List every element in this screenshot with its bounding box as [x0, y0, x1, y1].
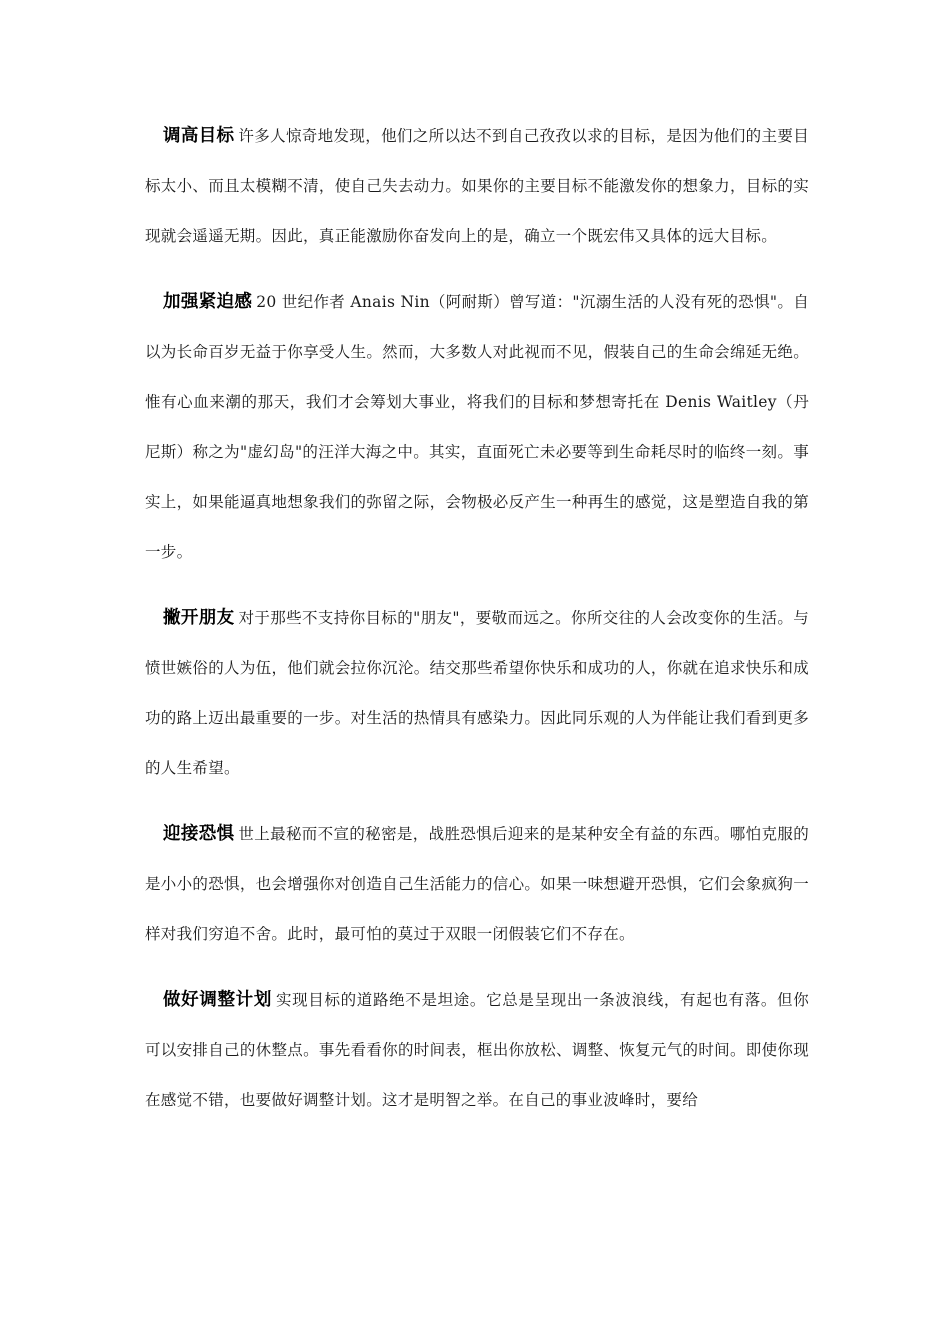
section-heading: 做好调整计划	[163, 990, 272, 1010]
section-heading: 调高目标	[163, 126, 235, 146]
section-adjustment-plan	[145, 975, 809, 1125]
section-body: 实现目标的道路绝不是坦途。它总是呈现出一条波浪线，有起也有落。但你可以安排自己的休整点。事先看看你的时间表，框出你放松、调整、恢复元气的时间。即使你现在感觉不错，也要做好调整计划。这才是明智之举。在自己的事业波峰时，要给	[145, 991, 809, 1109]
section-face-fear	[145, 809, 809, 959]
section-body: 世上最秘而不宣的秘密是，战胜恐惧后迎来的是某种安全有益的东西。哪怕克服的是小小的恐惧，也会增强你对创造自己生活能力的信心。如果一味想避开恐惧，它们会象疯狗一样对我们穷追不舍。此时，最可怕的莫过于双眼一闭假装它们不存在。	[145, 825, 809, 943]
document-page	[145, 111, 809, 1141]
section-raise-goals	[145, 111, 809, 261]
section-heading: 加强紧迫感	[163, 292, 253, 312]
section-leave-friends	[145, 593, 809, 793]
section-heading: 迎接恐惧	[163, 824, 235, 844]
section-heading: 撇开朋友	[163, 608, 235, 628]
section-body: 对于那些不支持你目标的"朋友"，要敬而远之。你所交往的人会改变你的生活。与愤世嫉俗的人为伍，他们就会拉你沉沦。结交那些希望你快乐和成功的人，你就在追求快乐和成功的路上迈出最重要的一步。对生活的热情具有感染力。因此同乐观的人为伴能让我们看到更多的人生希望。	[145, 609, 809, 777]
section-body: 许多人惊奇地发现，他们之所以达不到自己孜孜以求的目标，是因为他们的主要目标太小、而且太模糊不清，使自己失去动力。如果你的主要目标不能激发你的想象力，目标的实现就会遥遥无期。因此，真正能激励你奋发向上的是，确立一个既宏伟又具体的远大目标。	[145, 127, 809, 245]
section-body: 20 世纪作者 Anais Nin（阿耐斯）曾写道："沉溺生活的人没有死的恐惧"。自以为长命百岁无益于你享受人生。然而，大多数人对此视而不见，假装自己的生命会绵延无绝。惟有心血来潮的那天，我们才会筹划大事业，将我们的目标和梦想寄托在 Denis Waitley（丹尼斯）称之为"虚幻岛"的汪洋大海之中。其实，直面死亡未必要等到生命耗尽时的临终一刻。事实上，如果能逼真地想象我们的弥留之际，会物极必反产生一种再生的感觉，这是塑造自我的第一步。	[145, 293, 810, 561]
section-urgency	[145, 277, 809, 577]
